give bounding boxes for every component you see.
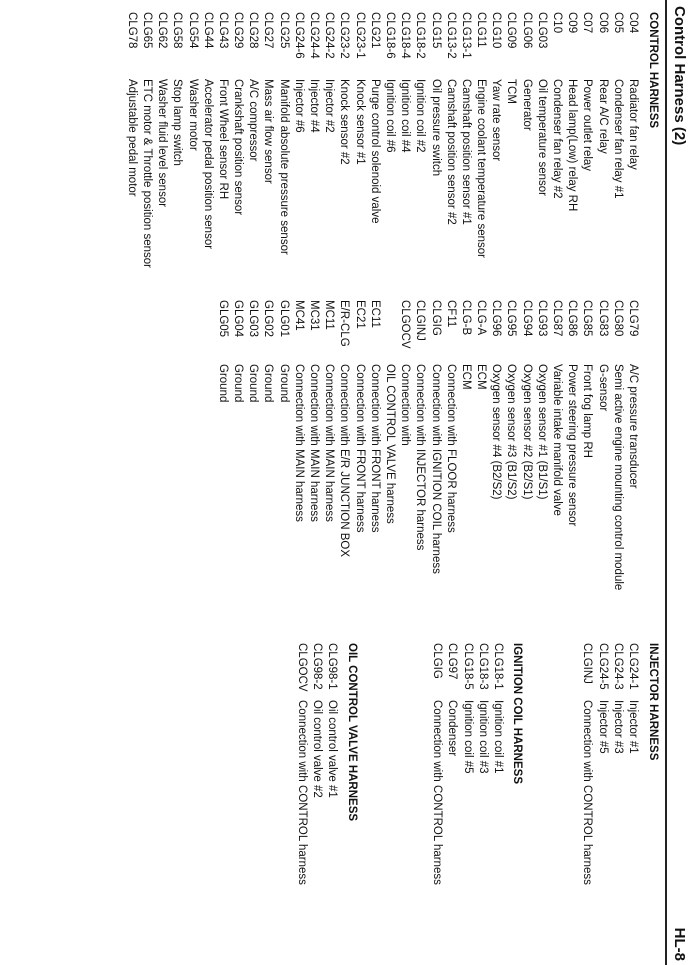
connector-code: CLG58 (171, 12, 184, 49)
connector-code: CLG79 (627, 300, 639, 337)
connector-description: Washer fluid level sensor (156, 79, 169, 208)
connector-code: GLG05 (216, 300, 229, 338)
connector-code: C07 (581, 12, 594, 34)
connector-description: Engine coolant temperature sensor (475, 79, 488, 258)
connector-description: Ground (277, 364, 290, 403)
connector-code: C04 (627, 12, 639, 34)
connector-code: CLG94 (520, 300, 533, 337)
connector-code: C06 (596, 12, 609, 34)
connector-code: CLG86 (566, 300, 579, 337)
list-item (200, 12, 215, 322)
connector-description: Injector #5 (596, 700, 609, 754)
connector-description: Oxygen sensor #1 (B1/S1) (535, 364, 548, 500)
connector-code: GLG03 (247, 300, 260, 338)
list-item (473, 12, 488, 322)
connector-description: ETC motor & Throttle position sensor (141, 79, 153, 268)
list-item (367, 300, 382, 630)
connector-description: Injector #6 (292, 79, 305, 133)
list-item (351, 300, 366, 630)
connector-code: CLG85 (581, 300, 594, 337)
list-item (321, 300, 336, 630)
connector-description: Oil pressure switch (429, 79, 442, 177)
list-item (564, 12, 579, 322)
list-item (245, 300, 260, 630)
connector-code: CLG24-3 (611, 643, 624, 690)
control-harness-list-1 (124, 12, 640, 322)
connector-code: MC11 (323, 300, 336, 330)
list-item (124, 12, 139, 322)
connector-code: CLG-A (475, 300, 488, 336)
connector-description: Camshaft position sensor #2 (444, 79, 457, 225)
connector-description: ECM (459, 364, 472, 390)
connector-description: Connection with (399, 364, 412, 446)
list-item (169, 12, 184, 322)
connector-description: Crankshaft position sensor (232, 79, 245, 216)
connector-code: C10 (551, 12, 564, 34)
list-item (443, 12, 458, 322)
connector-code: CLG80 (611, 300, 624, 337)
list-item (412, 12, 427, 322)
connector-code: CLG27 (262, 12, 275, 49)
list-item (245, 12, 260, 322)
list-item (293, 643, 308, 953)
list-item (412, 300, 427, 630)
connector-code: CLG13-1 (459, 12, 472, 59)
connector-description: Adjustable pedal motor (125, 79, 138, 197)
page-title: Control Harness (2) (671, 6, 688, 146)
list-item (503, 12, 518, 322)
connector-description: Accelerator pedal position sensor (201, 79, 214, 250)
connector-description: Connection with CONTROL harness (581, 700, 594, 885)
oil-control-valve-harness-title: OIL CONTROL VALVE HARNESS (346, 643, 358, 822)
connector-code: CLG24-2 (323, 12, 336, 59)
list-item (610, 12, 625, 322)
connector-code: CF11 (444, 300, 457, 328)
connector-description: Stop lamp switch (171, 79, 184, 166)
connector-code: CLG18-6 (384, 12, 396, 59)
connector-description: Injector #1 (627, 700, 639, 754)
list-item (184, 12, 199, 322)
connector-code: CLG24-5 (596, 643, 609, 690)
list-item (351, 12, 366, 322)
connector-description: Connection with CONTROL harness (431, 700, 444, 885)
list-item (306, 300, 321, 630)
list-item (610, 300, 625, 630)
connector-description: Connection with MAIN harness (323, 364, 336, 522)
list-item (444, 643, 459, 953)
connector-description: Camshaft position sensor #1 (459, 79, 472, 225)
list-item (276, 12, 291, 322)
connector-description: Ignition coil #6 (384, 79, 396, 153)
connector-description: Knock sensor #1 (353, 79, 366, 165)
connector-description: Front Wheel sensor RH (216, 79, 229, 200)
connector-code: EC21 (353, 300, 366, 329)
connector-code: CLGINJ (581, 643, 594, 684)
connector-description: Connection with IGNITION COIL harness (429, 364, 442, 574)
connector-code: CLG24-1 (627, 643, 639, 690)
list-item (215, 12, 230, 322)
connector-description: Ignition coil #5 (461, 700, 474, 774)
connector-code: C05 (611, 12, 624, 34)
connector-description: Connection with FLOOR harness (444, 364, 457, 533)
list-item (154, 12, 169, 322)
list-item (594, 643, 609, 953)
connector-description: Injector #3 (611, 700, 624, 754)
list-item (309, 643, 324, 953)
connector-code: CLG87 (551, 300, 564, 337)
connector-code: CLG54 (186, 12, 199, 49)
connector-code: CLG95 (505, 300, 518, 337)
connector-code: MC41 (292, 300, 305, 331)
list-item (427, 12, 442, 322)
connector-code: CLG62 (156, 12, 169, 49)
connector-description: Oxygen sensor #3 (B1/S2) (505, 364, 518, 500)
list-item (579, 300, 594, 630)
connector-description: Semi active engine mounting control module (611, 364, 624, 591)
connector-code: CLG96 (490, 300, 503, 337)
connector-description: Yaw rate sensor (490, 79, 503, 162)
connector-description: Connection with CONTROL harness (295, 700, 308, 885)
connector-code: CLG97 (446, 643, 459, 680)
connector-code: GLG04 (232, 300, 245, 338)
connector-code: CLG28 (247, 12, 260, 49)
connector-code: GLG01 (277, 300, 290, 338)
connector-code: CLG24-6 (292, 12, 305, 59)
control-harness-list-2 (215, 300, 640, 630)
connector-code: CLG98-1 (326, 643, 338, 690)
connector-description: Ignition coil #4 (399, 79, 412, 153)
list-item (488, 300, 503, 630)
connector-code: CLG18-2 (414, 12, 427, 59)
connector-code: CLG10 (490, 12, 503, 49)
connector-description: Washer motor (186, 79, 199, 151)
list-item (230, 300, 245, 630)
list-item (503, 300, 518, 630)
connector-description: Ignition coil #3 (476, 700, 489, 774)
list-item (291, 12, 306, 322)
connector-description: Oxygen sensor #2 (B2/S1) (520, 364, 533, 500)
connector-code: CLG15 (429, 12, 442, 49)
ignition-coil-harness-title: IGNITION COIL HARNESS (511, 643, 523, 784)
connector-code: MC31 (308, 300, 321, 331)
connector-code: CLG93 (535, 300, 548, 337)
list-item (324, 643, 339, 953)
list-item (610, 643, 625, 953)
list-item (306, 12, 321, 322)
connector-description: TCM (505, 79, 518, 104)
list-item (475, 643, 490, 953)
connector-description: Ignition coil #1 (492, 700, 504, 774)
connector-code: CLG18-4 (399, 12, 412, 59)
list-item (382, 300, 397, 630)
connector-description: ECM (475, 364, 488, 390)
connector-description: OIL CONTROL VALVE harness (384, 364, 396, 524)
connector-code: CLGINJ (414, 300, 427, 341)
connector-description: Power steering pressure sensor (566, 364, 579, 527)
connector-description: Radiator fan relay (627, 79, 639, 170)
list-item (519, 300, 534, 630)
list-item (579, 12, 594, 322)
connector-code: CLG21 (368, 12, 381, 49)
list-item (321, 12, 336, 322)
list-item (519, 12, 534, 322)
list-item (215, 300, 230, 630)
connector-code: CLG24-4 (308, 12, 321, 59)
connector-code: CLG13-2 (444, 12, 457, 59)
connector-description: A/C compressor (247, 79, 260, 162)
list-item (291, 300, 306, 630)
connector-description: Knock sensor #2 (338, 79, 351, 165)
connector-code: CLG43 (216, 12, 229, 49)
connector-description: Ground (232, 364, 245, 403)
list-item (336, 12, 351, 322)
connector-description: Oil control valve #2 (310, 700, 323, 798)
connector-description: Connection with FRONT harness (368, 364, 381, 533)
connector-description: Head lamp(Low) relay RH (566, 79, 579, 212)
list-item (625, 643, 640, 953)
connector-code: CLG25 (277, 12, 290, 49)
list-item (230, 12, 245, 322)
connector-description: Condenser fan relay #2 (551, 79, 564, 199)
connector-description: Condenser (446, 700, 459, 757)
connector-code: CLG11 (475, 12, 488, 48)
list-item (367, 12, 382, 322)
connector-description: Injector #4 (308, 79, 321, 133)
connector-code: CLG03 (535, 12, 548, 49)
connector-code: C09 (566, 12, 579, 34)
connector-description: Oil temperature sensor (535, 79, 548, 196)
connector-description: Connection with MAIN harness (308, 364, 321, 522)
list-item (382, 12, 397, 322)
page-number: HL-8 (671, 927, 688, 961)
connector-code: CLG44 (201, 12, 214, 49)
list-item (534, 12, 549, 322)
connector-description: Connection with E/R JUNCTION BOX (338, 364, 351, 558)
connector-description: Purge control solenoid valve (368, 79, 381, 224)
connector-description: Manifold absolute pressure sensor (277, 79, 290, 255)
list-item (458, 12, 473, 322)
connector-code: GLG02 (262, 300, 275, 338)
connector-description: Variable intake manifold valve (551, 364, 564, 516)
list-item (490, 643, 505, 953)
connector-description: Power outlet relay (581, 79, 594, 172)
list-item (579, 643, 594, 953)
connector-code: CLG23-1 (353, 12, 366, 59)
list-item (260, 300, 275, 630)
connector-code: E/R-CLG (338, 300, 351, 347)
connector-description: Oxygen sensor #4 (B2/S2) (490, 364, 503, 500)
list-item (139, 12, 154, 322)
list-item (594, 300, 609, 630)
connector-code: CLGIG (429, 300, 442, 336)
list-item (549, 300, 564, 630)
list-item (625, 300, 640, 630)
list-item (594, 12, 609, 322)
connector-description: Condenser fan relay #1 (611, 79, 624, 199)
connector-description: Ground (247, 364, 260, 403)
connector-description: Ground (216, 364, 229, 403)
connector-code: CLG18-3 (476, 643, 489, 690)
injector-harness-title: INJECTOR HARNESS (647, 643, 659, 761)
list-item (260, 12, 275, 322)
connector-code: CLG29 (232, 12, 245, 49)
list-item (459, 643, 474, 953)
connector-description: Front fog lamp RH (581, 364, 594, 458)
connector-description: Connection with MAIN harness (292, 364, 305, 522)
list-item (427, 300, 442, 630)
connector-description: A/C pressure transducer (627, 364, 639, 489)
connector-code: CLG78 (125, 12, 138, 49)
connector-code: EC11 (368, 300, 381, 328)
list-item (397, 12, 412, 322)
list-item (336, 300, 351, 630)
control-harness-title: CONTROL HARNESS (647, 12, 659, 129)
list-item (564, 300, 579, 630)
connector-code: CLG18-1 (492, 643, 504, 690)
connector-code: CLGIG (431, 643, 444, 679)
connector-code: CLGOCV (399, 300, 412, 349)
connector-description: Rear A/C relay (596, 79, 609, 154)
connector-description: G-sensor (596, 364, 609, 412)
list-item (473, 300, 488, 630)
list-item (625, 12, 640, 322)
connector-code: CLG09 (505, 12, 518, 49)
oil-control-valve-harness-list (293, 643, 339, 953)
connector-code: CLG18-5 (461, 643, 474, 690)
connector-description: Ground (262, 364, 275, 403)
list-item (488, 12, 503, 322)
page-header (665, 0, 689, 965)
connector-description: Generator (520, 79, 533, 131)
connector-code: CLG83 (596, 300, 609, 337)
connector-code: CLGOCV (295, 643, 308, 692)
ignition-coil-harness-list (429, 643, 505, 953)
injector-harness-list (579, 643, 640, 953)
connector-code: CLG-B (459, 300, 472, 336)
list-item (549, 12, 564, 322)
list-item (458, 300, 473, 630)
connector-code: CLG23-2 (338, 12, 351, 59)
connector-description: Connection with INJECTOR harness (414, 364, 427, 551)
list-item (443, 300, 458, 630)
connector-code: CLG98-2 (310, 643, 323, 690)
list-item (534, 300, 549, 630)
connector-description: Mass air flow sensor (262, 79, 275, 184)
list-item (276, 300, 291, 630)
connector-description: Injector #2 (323, 79, 336, 133)
list-item (397, 300, 412, 630)
connector-code: CLG06 (520, 12, 533, 49)
connector-description: Connection with FRONT harness (353, 364, 366, 533)
connector-description: Oil control valve #1 (326, 700, 338, 798)
connector-code: CLG65 (141, 12, 153, 49)
connector-description: Ignition coil #2 (414, 79, 427, 153)
list-item (429, 643, 444, 953)
